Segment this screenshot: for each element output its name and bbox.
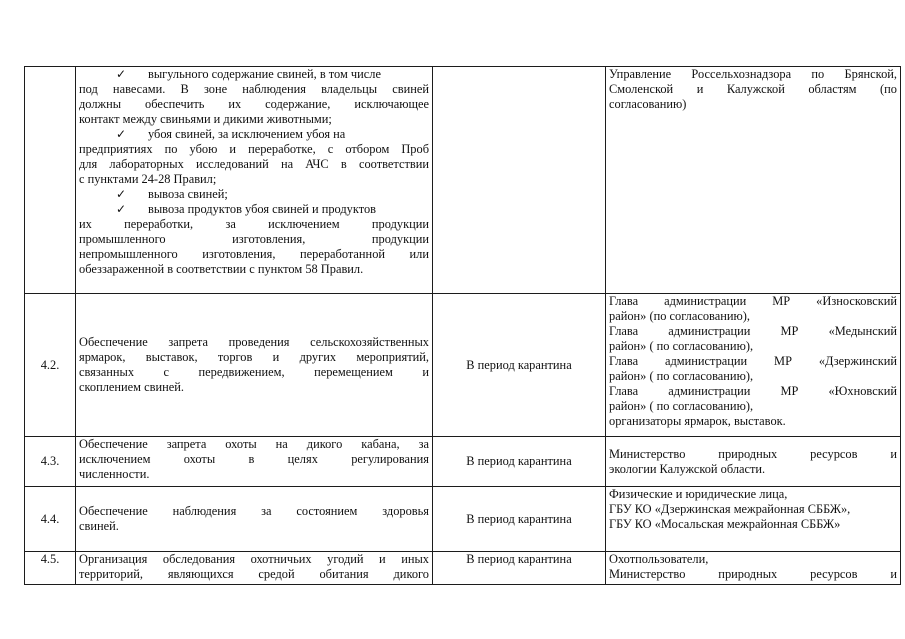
- bullet-item: ✓ вывоза свиней;: [116, 187, 228, 201]
- measure-text: Организация обследования охотничьих угодий и иных территорий, являющихся средой обитания дикого: [76, 552, 433, 585]
- term-cell: [433, 67, 606, 294]
- measure-text: Обеспечение запрета проведения сельскохозяйственных ярмарок, выставок, торгов и других мероприятий, связанных с передвижением, перемещением и скоплением свиней.: [76, 294, 433, 437]
- table-row: [25, 552, 901, 585]
- row-number: 4.2.: [25, 294, 76, 437]
- row-number: 4.5.: [25, 552, 76, 585]
- measure-text: Обеспечение наблюдения за состоянием здоровья свиней.: [76, 487, 433, 552]
- table-row: [25, 67, 901, 294]
- checkmark-icon: ✓: [116, 187, 127, 201]
- term-cell: В период карантина: [433, 437, 606, 487]
- bullet-item: ✓ убоя свиней, за исключением убоя на предприятиях по убою и переработке, с отбором Проб для лабораторных исследований на АЧС в соответствии с пунктами 24-28 Правил;: [79, 127, 429, 186]
- row-number: 4.3.: [25, 437, 76, 487]
- checkmark-icon: ✓: [116, 202, 127, 216]
- term-cell: В период карантина: [433, 487, 606, 552]
- responsible-text: Физические и юридические лица, ГБУ КО «Дзержинская межрайонная СББЖ», ГБУ КО «Мосальская межрайонная СББЖ»: [606, 487, 901, 552]
- row-number: [25, 67, 76, 294]
- bullet-item: ✓ выгульного содержание свиней, в том числе под навесами. В зоне наблюдения владельцы свиней должны обеспечить их содержание, исключающее контакт между свиньями и дикими животными;: [79, 67, 429, 126]
- table-row: [25, 294, 901, 437]
- responsible-text: Управление Россельхознадзора по Брянской, Смоленской и Калужской областям (по согласованию): [606, 67, 901, 294]
- measure-text: [76, 67, 433, 294]
- checkmark-icon: ✓: [116, 127, 127, 141]
- term-cell: В период карантина: [433, 294, 606, 437]
- table-row: [25, 437, 901, 487]
- table-row: [25, 487, 901, 552]
- measures-table: [24, 66, 901, 585]
- responsible-text: Глава администрации МР «Износковский район» (по согласованию), Глава администрации МР «Медынский район» ( по согласованию), Глава администрации МР «Дзержинский район» ( по согласованию), Глава администрации МР «Юхновский район» ( по согласованию), организаторы ярмарок, выставок.: [606, 294, 901, 437]
- measure-text: Обеспечение запрета охоты на дикого кабана, за исключением охоты в целях регулирования численности.: [76, 437, 433, 487]
- checkmark-icon: ✓: [116, 67, 127, 81]
- row-number: 4.4.: [25, 487, 76, 552]
- responsible-text: Охотпользователи, Министерство природных ресурсов и: [606, 552, 901, 585]
- bullet-item: ✓ вывоза продуктов убоя свиней и продуктов их переработки, за исключением продукции промышленного изготовления, продукции непромышленного изготовления, переработанной или обеззараженной в соответствии с пунктом 58 Правил.: [79, 202, 429, 276]
- responsible-text: Министерство природных ресурсов и экологии Калужской области.: [606, 437, 901, 487]
- term-cell: В период карантина: [433, 552, 606, 585]
